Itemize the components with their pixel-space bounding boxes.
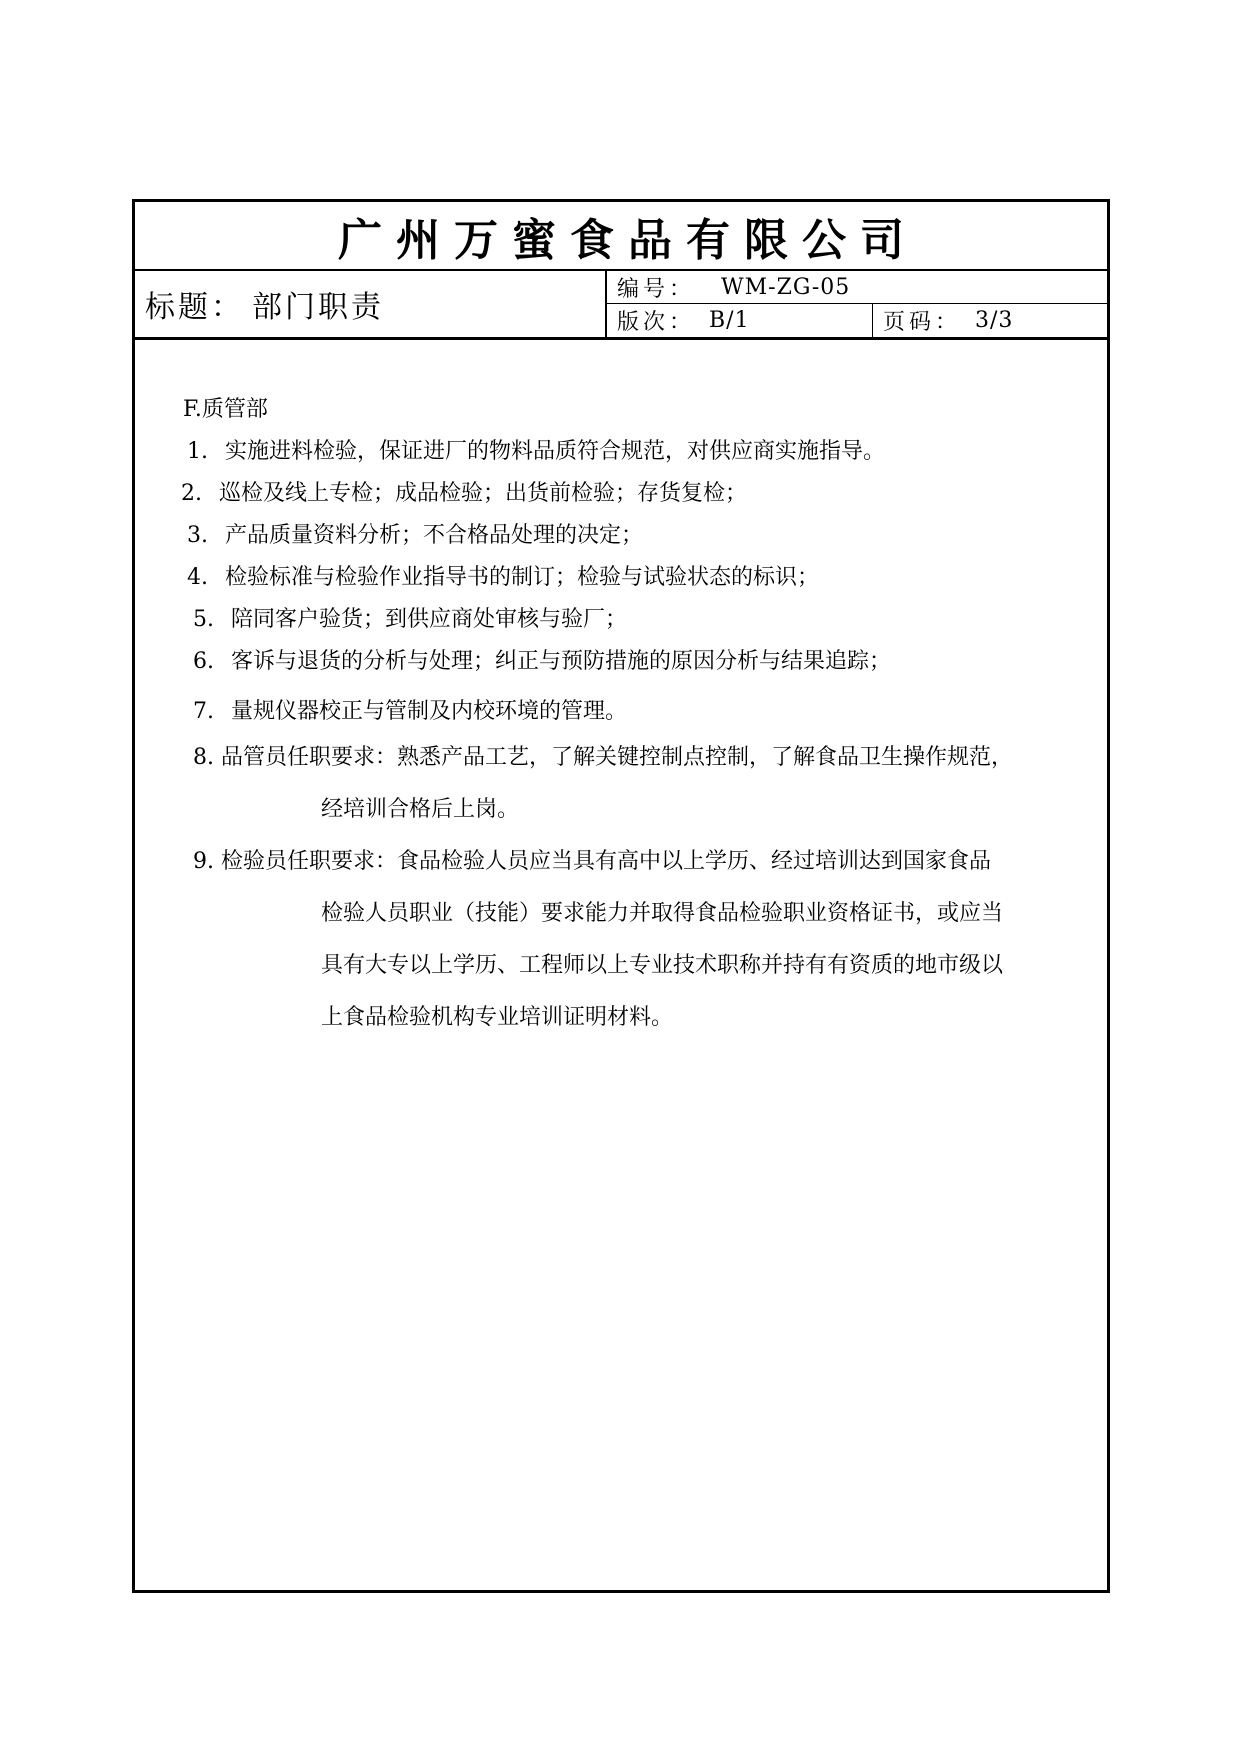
- list-item-continuation: 检验人员职业（技能）要求能力并取得食品检验职业资格证书，或应当: [321, 901, 1004, 926]
- list-item: [193, 694, 627, 725]
- list-item-text: 产品质量资料分析；不合格品处理的决定；: [225, 523, 644, 548]
- list-item: [187, 434, 885, 465]
- list-item-number: 4.: [187, 565, 208, 590]
- version-value: B/1: [709, 308, 750, 333]
- list-item: [181, 476, 747, 507]
- list-item-continuation: 经培训合格后上岗。: [321, 797, 520, 822]
- list-item-number: 5.: [193, 607, 214, 632]
- list-item: [193, 644, 891, 675]
- list-item-number: 6.: [193, 649, 214, 674]
- code-value: WM-ZG-05: [721, 274, 851, 300]
- list-item-number: 8.: [193, 745, 214, 770]
- list-item-number: 2.: [181, 481, 202, 506]
- document-body: [135, 202, 1107, 1590]
- list-item-text: 检验标准与检验作业指导书的制订；检验与试验状态的标识；: [225, 565, 820, 590]
- section-heading: F.质管部: [183, 397, 268, 422]
- list-item-text: 量规仪器校正与管制及内校环境的管理。: [231, 699, 628, 724]
- version-label: 版次：: [617, 310, 696, 335]
- document-form: [132, 199, 1110, 1593]
- list-item-number: 1.: [187, 439, 208, 464]
- list-item-text: 品管员任职要求：熟悉产品工艺，了解关键控制点控制，了解食品卫生操作规范，: [221, 745, 1014, 770]
- list-item-text: 客诉与退货的分析与处理；纠正与预防措施的原因分析与结果追踪；: [231, 649, 892, 674]
- list-item-text: 巡检及线上专检；成品检验；出货前检验；存货复检；: [219, 481, 748, 506]
- list-item-number: 3.: [187, 523, 208, 548]
- list-item: [193, 844, 991, 875]
- code-label: 编号：: [617, 276, 696, 302]
- list-item: [187, 560, 819, 591]
- page-label: 页码：: [883, 310, 962, 335]
- list-item-number: 9.: [193, 849, 214, 874]
- list-item-text: 实施进料检验，保证进厂的物料品质符合规范，对供应商实施指导。: [225, 439, 886, 464]
- title-value: 部门职责: [252, 290, 384, 325]
- list-item: [187, 518, 643, 549]
- title-label: 标题：: [145, 290, 244, 325]
- company-name: 广州万蜜食品有限公司: [338, 214, 918, 266]
- page-value: 3/3: [975, 308, 1014, 333]
- list-item: [193, 602, 627, 633]
- list-item-continuation: 上食品检验机构专业培训证明材料。: [321, 1005, 674, 1030]
- list-item-number: 7.: [193, 699, 214, 724]
- list-item: [193, 740, 1013, 771]
- list-item-text: 陪同客户验货；到供应商处审核与验厂；: [231, 607, 628, 632]
- list-item-text: 检验员任职要求：食品检验人员应当具有高中以上学历、经过培训达到国家食品: [221, 849, 992, 874]
- list-item-continuation: 具有大专以上学历、工程师以上专业技术职称并持有有资质的地市级以: [321, 953, 1004, 978]
